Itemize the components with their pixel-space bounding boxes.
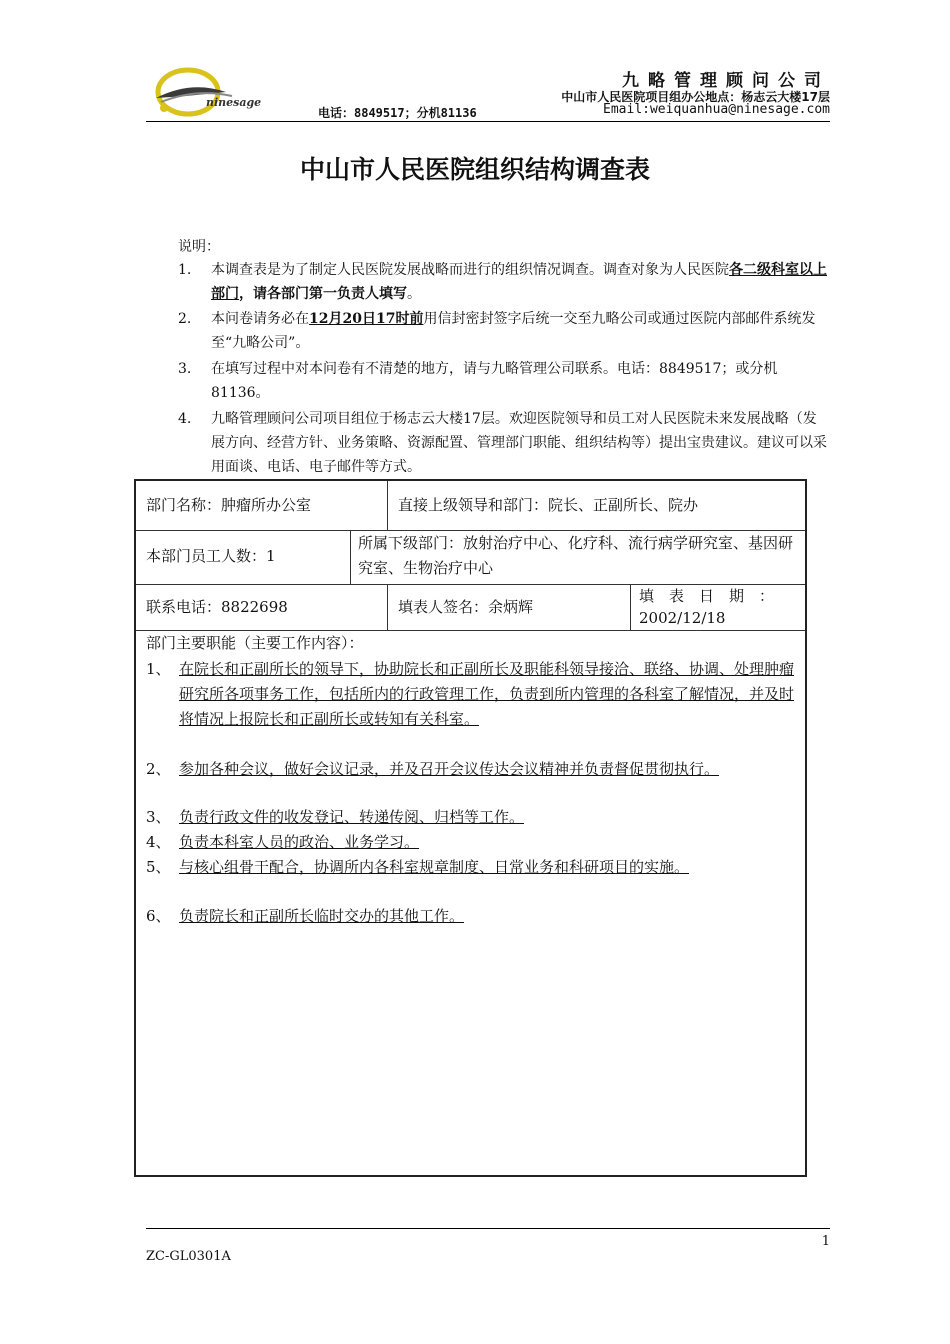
note-text: 在填写过程中对本问卷有不清楚的地方，请与九略管理公司联系。电话：8849517；或分机81136。 — [211, 361, 778, 401]
note-number: 4. — [178, 411, 192, 427]
duty-item — [146, 757, 801, 782]
col-divider — [387, 481, 388, 530]
note-text: 九略管理顾问公司项目组位于杨志云大楼17层。欢迎医院领导和员工对人民医院未来发展战略（发展方向、经营方针、业务策略、资源配置、管理部门职能、组织结构等）提出宝贵建议。建议可以采用面谈、电话、电子邮件等方式。 — [211, 411, 827, 475]
note-item — [178, 307, 830, 355]
note-number: 2. — [178, 311, 192, 327]
col-divider — [387, 584, 388, 630]
company-name: 九略管理顾问公司 — [622, 71, 830, 91]
document-code: ZC-GL0301A — [146, 1249, 231, 1264]
duty-text[interactable]: 与核心组骨干配合，协调所内各科室规章制度、日常业务和科研项目的实施。 — [179, 858, 690, 876]
note-text: 用信封密封签字后统一交至九略公司或通过医院内部邮件系统发至“九略公司”。 — [211, 311, 816, 351]
company-email: Email:weiquanhua@ninesage.com — [603, 102, 830, 117]
duty-number: 3、 — [146, 808, 171, 826]
note-item — [178, 258, 830, 306]
duty-number: 6、 — [146, 907, 171, 925]
duty-text[interactable]: 负责院长和正副所长临时交办的其他工作。 — [179, 907, 465, 925]
duty-number: 5、 — [146, 858, 171, 876]
duty-item — [146, 805, 801, 830]
duties-label: 部门主要职能（主要工作内容）： — [146, 634, 364, 652]
survey-form-table — [134, 479, 807, 1177]
fill-date-value: 2002/12/18 — [639, 609, 726, 627]
duty-item — [146, 904, 801, 929]
subordinates-field[interactable]: 所属下级部门：放射治疗中心、化疗科、流行病学研究室、基因研究室、生物治疗中心 — [358, 534, 794, 577]
logo-text: ninesage — [206, 96, 262, 109]
note-text: 本调查表是为了制定人民医院发展战略而进行的组织情况调查。调查对象为人民医院 — [211, 262, 729, 278]
notes-label: 说明： — [178, 239, 220, 255]
company-logo — [146, 58, 266, 128]
note-item — [178, 357, 830, 405]
page-title: 中山市人民医院组织结构调查表 — [299, 155, 650, 184]
superior-field[interactable]: 直接上级领导和部门：院长、正副所长、院办 — [398, 496, 699, 514]
note-number: 1. — [178, 262, 192, 278]
note-text: 本问卷请务必在 — [211, 311, 309, 327]
duty-item — [146, 855, 801, 880]
company-phone: 电话：8849517；分机81136 — [318, 106, 477, 120]
note-text: 。 — [407, 286, 421, 302]
dept-name-field[interactable]: 部门名称：肿瘤所办公室 — [146, 496, 312, 514]
duty-item — [146, 830, 801, 855]
page-number: 1 — [821, 1234, 830, 1249]
note-emphasis: ，请各部门第一负责人填写 — [239, 286, 407, 302]
logo-swoosh-icon — [146, 58, 266, 128]
duty-text[interactable]: 负责行政文件的收发登记、转递传阅、归档等工作。 — [179, 808, 525, 826]
col-divider — [350, 530, 351, 584]
contact-phone-field[interactable]: 联系电话：8822698 — [146, 598, 288, 616]
duty-text[interactable]: 负责本科室人员的政治、业务学习。 — [179, 833, 420, 851]
footer-divider — [146, 1228, 830, 1229]
duty-item — [146, 657, 801, 732]
fill-date-label: 填 表 日 期 ： — [639, 587, 775, 605]
staff-count-field[interactable]: 本部门员工人数：1 — [146, 547, 276, 565]
duty-number: 2、 — [146, 760, 171, 778]
duty-number: 1、 — [146, 660, 171, 678]
fill-date-field[interactable] — [639, 585, 801, 629]
header-divider — [146, 121, 830, 122]
note-deadline: 12月20日17时前 — [309, 311, 424, 327]
duty-number: 4、 — [146, 833, 171, 851]
note-item — [178, 407, 830, 479]
col-divider — [630, 584, 631, 630]
duty-text[interactable]: 在院长和正副所长的领导下，协助院长和正副所长及职能科领导接洽、联络、协调、处理肿瘤研究所各项事务工作，包括所内的行政管理工作，负责到所内管理的各科室了解情况，并及时将情况上报院长和正副所长或转知有关科室。 — [179, 660, 795, 728]
signer-field[interactable]: 填表人签名：余炳辉 — [398, 598, 534, 616]
duty-text[interactable]: 参加各种会议，做好会议记录，并及召开会议传达会议精神并负责督促贯彻执行。 — [179, 760, 720, 778]
note-emphasis: 各二级科室以上部门 — [211, 262, 827, 302]
note-number: 3. — [178, 361, 192, 377]
company-address: 中山市人民医院项目组办公地点：杨志云大楼17层 — [561, 90, 830, 104]
